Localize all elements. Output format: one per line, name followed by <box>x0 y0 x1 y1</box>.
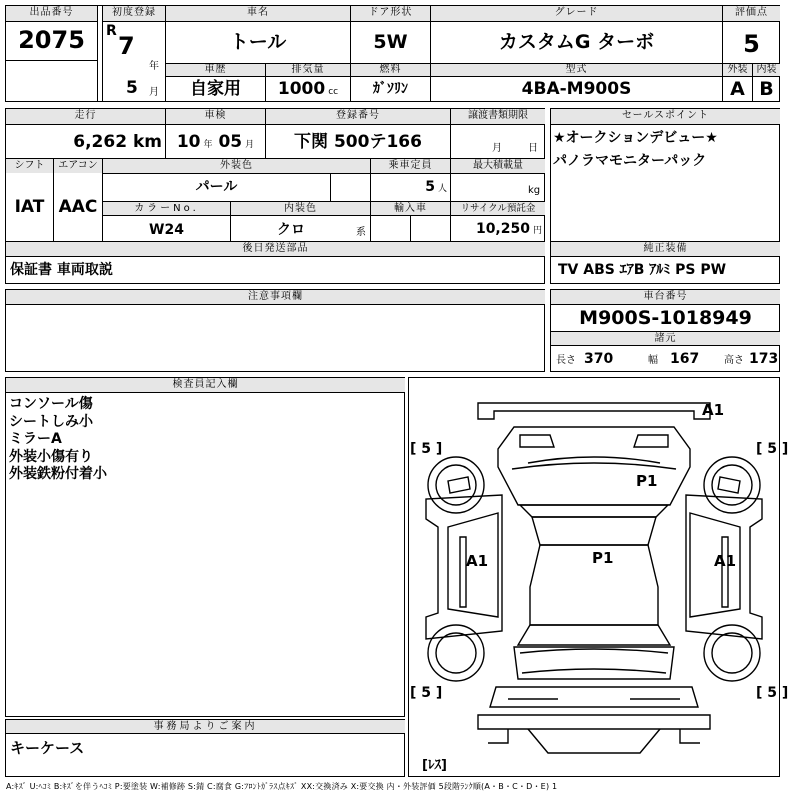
inspection-year: 10 <box>176 132 201 152</box>
fuel: ｶﾞｿﾘﾝ <box>373 81 408 97</box>
max-load-label: 最大積載量 <box>451 159 545 173</box>
int-grade: B <box>759 78 774 100</box>
first-reg-year-unit: 年 <box>149 61 159 72</box>
grade-label: グレード <box>431 6 722 21</box>
ext-color: パール <box>195 179 238 195</box>
tire-grade-rr: [ 5 ] <box>756 685 789 701</box>
int-grade-label: 内装 <box>753 64 780 76</box>
color-no-label: カラーNo. <box>103 202 230 215</box>
ac: AAC <box>58 197 98 217</box>
inspection-month: 05 <box>218 132 243 152</box>
mark-roof: P1 <box>636 472 658 490</box>
door-type: 5W <box>373 31 408 53</box>
office-notice: キーケース <box>10 739 85 757</box>
recycle-value: 10,250 <box>475 221 530 237</box>
capacity-label: 乗車定員 <box>371 159 450 173</box>
shift-label: シフト <box>6 159 53 173</box>
mileage-value: 6,262 <box>73 132 128 152</box>
inspection-label: 車検 <box>166 109 265 124</box>
lot-no-label: 出品番号 <box>6 6 97 21</box>
displacement <box>266 81 350 98</box>
model: 4BA-M900S <box>521 79 632 99</box>
equipment-label: 純正装備 <box>551 242 780 256</box>
grade: カスタムG ターボ <box>498 31 655 53</box>
spec-width: 幅 167 <box>648 351 700 367</box>
sales-point-label: セールスポイント <box>551 109 780 124</box>
history: 自家用 <box>190 79 241 99</box>
shift: IAT <box>14 197 45 217</box>
car-name: トール <box>229 31 287 53</box>
color-no: W24 <box>149 222 184 238</box>
model-label: 型式 <box>431 64 722 76</box>
int-color-label: 内装色 <box>231 202 370 215</box>
roof-shape <box>520 505 668 517</box>
score: 5 <box>743 30 760 58</box>
inspector-label: 検査員記入欄 <box>6 378 405 392</box>
car-name-label: 車名 <box>166 6 350 21</box>
inspector-note: シートしみ小 <box>9 413 93 430</box>
chassis-label: 車台番号 <box>551 290 780 304</box>
sales-point-line-2: パノラマモニターパック <box>553 153 707 169</box>
inspector-note: コンソール傷 <box>9 396 93 412</box>
chassis-number: M900S-1018949 <box>579 307 752 329</box>
height-value: 173 <box>749 351 779 367</box>
first-reg-era: R <box>106 23 117 39</box>
max-load-unit: kg <box>528 185 541 196</box>
transfer-label: 譲渡書類期限 <box>451 109 545 124</box>
inspector-note: 外装小傷有り <box>9 448 93 465</box>
left-side-shape <box>426 495 502 639</box>
mileage-label: 走行 <box>6 109 165 124</box>
first-reg-month: 5 <box>126 78 138 98</box>
transfer-month-unit: 月 <box>492 143 502 154</box>
mileage-unit: km <box>132 132 162 152</box>
mark-right-side: A1 <box>714 552 737 570</box>
legend: A:ｷｽﾞ U:ﾍｺﾐ B:ｷｽﾞを伴うﾍｺﾐ P:要塗装 W:補修跡 S:錆 C:腐食 G:ﾌﾛﾝﾄｶﾞﾗｽ点ｷｽﾞ XX:交換済み X:要交換 内・外装評価 5段階ﾗﾝｸ順(A・B・C・D・E) 1 <box>6 782 558 791</box>
first-reg-label: 初度登録 <box>103 6 165 21</box>
specs-label: 諸元 <box>551 332 780 345</box>
mark-left-side: A1 <box>466 552 489 570</box>
inspector-note: 外装鉄粉付着小 <box>9 466 107 482</box>
ext-color-label: 外装色 <box>103 159 370 173</box>
sales-point-line-1: ★オークションデビュー★ <box>553 130 718 146</box>
transfer-day-unit: 日 <box>528 143 538 154</box>
width-value: 167 <box>670 351 700 367</box>
inspector-note: ミラーA <box>9 431 62 447</box>
recycle-fee: 10,250 円 <box>475 221 542 237</box>
recycle-label: リサイクル預託金 <box>451 202 545 215</box>
rear-bumper-shape <box>490 687 698 707</box>
inspection-date: 10 年 05 月 <box>176 132 255 152</box>
length-value: 370 <box>584 351 614 367</box>
history-label: 車歴 <box>166 64 265 76</box>
displacement-value: 1000 <box>277 79 326 99</box>
import-label: 輸入車 <box>371 202 450 215</box>
delivery-parts: 保証書 車両取説 <box>10 262 113 278</box>
spec-length: 長さ 370 <box>556 351 614 367</box>
mark-center: P1 <box>592 549 614 567</box>
first-reg-month-unit: 月 <box>149 87 159 98</box>
office-label: 事務局よりご案内 <box>6 720 405 733</box>
delivery-label: 後日発送部品 <box>6 242 545 256</box>
equipment: TV ABS ｴｱB ｱﾙﾐ PS PW <box>558 262 727 278</box>
car-diagram <box>408 377 789 777</box>
first-reg-year: 7 <box>118 32 135 60</box>
hood-shape <box>498 427 690 505</box>
spec-height: 高さ 173 <box>724 351 779 367</box>
caution-label: 注意事項欄 <box>6 290 545 304</box>
tire-grade-fl: [ 5 ] <box>410 441 443 457</box>
fuel-label: 燃料 <box>351 64 430 76</box>
lot-no: 2075 <box>18 26 85 54</box>
inspector-notes <box>9 396 107 484</box>
int-color: クロ <box>277 222 305 238</box>
front-bumper-shape <box>478 403 710 419</box>
ext-grade: A <box>730 78 745 100</box>
tire-grade-spare: [ﾚｽ] <box>422 758 447 773</box>
capacity-value: 5 <box>425 179 435 195</box>
mileage <box>6 134 162 151</box>
ac-label: エアコン <box>54 159 102 173</box>
door-label: ドア形状 <box>351 6 430 21</box>
score-label: 評価点 <box>723 6 780 21</box>
ext-grade-label: 外装 <box>723 64 752 76</box>
mark-front-bumper: A1 <box>702 401 725 419</box>
plate-label: 登録番号 <box>266 109 450 124</box>
tire-grade-rl: [ 5 ] <box>410 685 443 701</box>
displacement-unit: cc <box>328 87 339 97</box>
displacement-label: 排気量 <box>266 64 350 76</box>
capacity: 5 人 <box>425 179 447 195</box>
plate-number: 下関 500テ166 <box>294 132 422 152</box>
int-color-unit: 系 <box>356 227 366 238</box>
tire-grade-fr: [ 5 ] <box>756 441 789 457</box>
